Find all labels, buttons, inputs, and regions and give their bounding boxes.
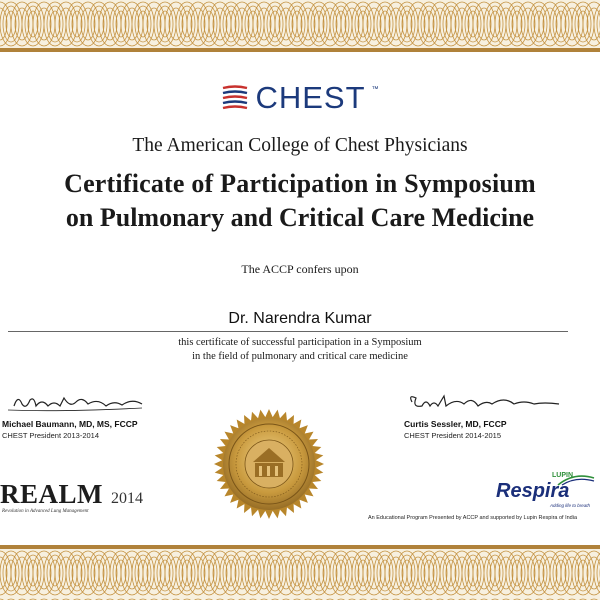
- logo-trademark: ™: [371, 86, 379, 93]
- bottom-border-pattern: [0, 549, 600, 600]
- respira-lupin-label: LUPIN: [552, 472, 573, 479]
- body-line2: in the field of pulmonary and critical care medicine: [192, 351, 408, 362]
- respira-wordmark: Respira: [496, 480, 570, 502]
- body-line1: this certificate of successful participation in a Symposium: [178, 337, 422, 348]
- signatory-left-name: Michael Baumann, MD, MS, FCCP: [2, 419, 138, 429]
- realm-wordmark: REALM: [0, 479, 103, 509]
- confers-text: The ACCP confers upon: [241, 262, 359, 276]
- footer-note: An Educational Program Presented by ACCP and supported by Lupin Respira of India: [368, 515, 578, 521]
- top-gold-rule: [0, 48, 600, 52]
- bottom-guilloche-border: [0, 549, 600, 600]
- respira-tagline: Adding life to breath: [550, 503, 591, 508]
- respira-logo: [494, 472, 600, 514]
- recipient-underline: [8, 331, 568, 332]
- signature-left: [2, 392, 152, 414]
- signatory-right-role: CHEST President 2014-2015: [404, 431, 502, 440]
- realm-logo: [0, 479, 143, 510]
- logo-wordmark: CHEST: [255, 80, 366, 115]
- signature-block-left: [2, 392, 152, 440]
- chest-stripes-logo-icon: [221, 85, 249, 111]
- realm-year: 2014: [111, 490, 143, 507]
- top-guilloche-border: [0, 0, 600, 48]
- signature-block-right: [404, 392, 564, 440]
- organization-name: The American College of Chest Physicians: [132, 135, 468, 156]
- realm-tagline: Revolution in Advanced Lung Management: [2, 509, 89, 514]
- chest-logo: [0, 80, 600, 116]
- top-border-pattern: [0, 0, 600, 48]
- certificate-title-line1: Certificate of Participation in Symposium: [64, 169, 536, 198]
- signatory-right-name: Curtis Sessler, MD, FCCP: [404, 419, 507, 429]
- certificate-title-line2: on Pulmonary and Critical Care Medicine: [65, 203, 535, 232]
- signature-right: [404, 392, 564, 414]
- signatory-left-role: CHEST President 2013-2014: [2, 431, 100, 440]
- gold-seal-icon: [213, 408, 325, 520]
- recipient-name: Dr. Narendra Kumar: [228, 310, 372, 327]
